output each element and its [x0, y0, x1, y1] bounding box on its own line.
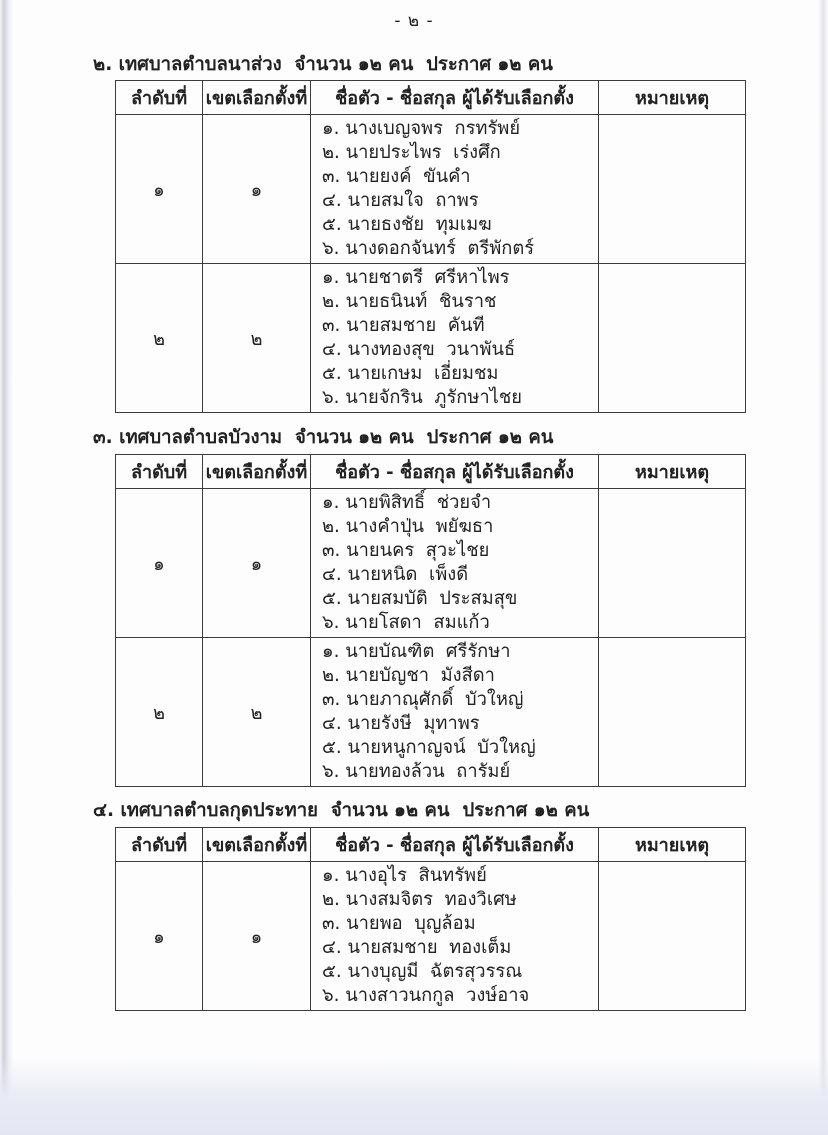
section-heading: ๒. เทศบาลตำบลนาส่วง จำนวน ๑๒ คน ประกาศ ๑๒ คน — [93, 54, 553, 75]
district-cell: ๑ — [203, 115, 311, 264]
table-header-row — [116, 81, 746, 115]
order-cell: ๑ — [116, 862, 203, 1011]
table-row — [116, 115, 746, 264]
elected-person: ๒. นายธนินท์ ชินราช — [322, 291, 497, 312]
elected-person: ๒. นางสมจิตร ทองวิเศษ — [322, 889, 517, 910]
elected-person: ๑. นางอุไร สินทรัพย์ — [322, 865, 487, 886]
table-header-row — [116, 828, 746, 862]
col-header-note: หมายเหตุ — [599, 81, 746, 115]
elected-person: ๕. นายหนูกาญจน์ บัวใหญ่ — [322, 737, 536, 758]
note-cell — [599, 264, 746, 413]
elected-person: ๖. นางสาวนกกูล วงษ์อาจ — [322, 985, 530, 1006]
section-kutprathai — [93, 798, 753, 1011]
election-results-table — [115, 827, 746, 1011]
col-header-note: หมายเหตุ — [599, 455, 746, 489]
table-header-row — [116, 455, 746, 489]
section-nasuang — [93, 52, 753, 413]
col-header-order: ลำดับที่ — [116, 81, 203, 115]
order-cell: ๒ — [116, 264, 203, 413]
page-number: - ๒ - — [394, 11, 434, 31]
elected-person: ๕. นายเกษม เอี่ยมชม — [322, 363, 499, 384]
elected-person: ๔. นายสมใจ ถาพร — [322, 190, 479, 211]
elected-person: ๓. นายนคร สุวะไชย — [322, 540, 490, 561]
election-results-table — [115, 454, 746, 787]
col-header-district: เขตเลือกตั้งที่ — [203, 81, 311, 115]
elected-person: ๓. นายสมชาย คันที — [322, 315, 485, 336]
district-cell: ๒ — [203, 264, 311, 413]
names-cell — [311, 489, 599, 638]
col-header-note: หมายเหตุ — [599, 828, 746, 862]
col-header-names: ชื่อตัว - ชื่อสกุล ผู้ได้รับเลือกตั้ง — [311, 455, 599, 489]
elected-person: ๓. นายภาณุศักดิ์ บัวใหญ่ — [322, 689, 524, 710]
elected-person: ๑. นางเบญจพร กรทรัพย์ — [322, 118, 521, 139]
elected-person: ๒. นายบัญชา มังสีดา — [322, 665, 495, 686]
election-results-table — [115, 80, 746, 413]
order-cell: ๑ — [116, 489, 203, 638]
names-cell — [311, 264, 599, 413]
photo-bottom-shadow — [0, 1057, 828, 1135]
col-header-names: ชื่อตัว - ชื่อสกุล ผู้ได้รับเลือกตั้ง — [311, 81, 599, 115]
elected-person: ๕. นายสมบัติ ประสมสุข — [322, 588, 518, 609]
table-row — [116, 638, 746, 787]
elected-person: ๕. นายธงชัย ทุมเมฆ — [322, 214, 492, 235]
elected-person: ๔. นายสมชาย ทองเต็ม — [322, 937, 512, 958]
elected-person: ๑. นายพิสิทธิ์ ช่วยจำ — [322, 492, 492, 513]
elected-person: ๒. นายประไพร เร่งศึก — [322, 142, 501, 163]
elected-person: ๖. นางดอกจันทร์ ตรีพักตร์ — [322, 238, 535, 259]
elected-person: ๖. นายทองล้วน ถารัมย์ — [322, 761, 511, 782]
order-cell: ๒ — [116, 638, 203, 787]
elected-person: ๔. นายรังษี มุทาพร — [322, 713, 480, 734]
elected-person: ๒. นางคำปุ่น พยัฆธา — [322, 516, 494, 537]
district-cell: ๒ — [203, 638, 311, 787]
order-cell: ๑ — [116, 115, 203, 264]
section-heading: ๔. เทศบาลตำบลกุดประทาย จำนวน ๑๒ คน ประกาศ ๑๒ คน — [93, 800, 590, 821]
col-header-names: ชื่อตัว - ชื่อสกุล ผู้ได้รับเลือกตั้ง — [311, 828, 599, 862]
photo-edge-left — [0, 0, 14, 1135]
elected-person: ๑. นายชาตรี ศรีหาไพร — [322, 267, 510, 288]
elected-person: ๖. นายจักริน ภูรักษาไชย — [322, 387, 522, 408]
note-cell — [599, 638, 746, 787]
note-cell — [599, 489, 746, 638]
elected-person: ๖. นายโสดา สมแก้ว — [322, 612, 490, 633]
note-cell — [599, 115, 746, 264]
note-cell — [599, 862, 746, 1011]
elected-person: ๔. นายหนิด เพ็งดี — [322, 564, 469, 585]
elected-person: ๓. นายยงค์ ขันคำ — [322, 166, 471, 187]
names-cell — [311, 115, 599, 264]
col-header-district: เขตเลือกตั้งที่ — [203, 455, 311, 489]
col-header-district: เขตเลือกตั้งที่ — [203, 828, 311, 862]
elected-person: ๑. นายบัณฑิต ศรีรักษา — [322, 641, 511, 662]
section-buangam — [93, 425, 753, 787]
table-row — [116, 489, 746, 638]
section-heading: ๓. เทศบาลตำบลบัวงาม จำนวน ๑๒ คน ประกาศ ๑๒ คน — [93, 427, 554, 448]
district-cell: ๑ — [203, 489, 311, 638]
elected-person: ๔. นางทองสุข วนาพันธ์ — [322, 339, 516, 360]
district-cell: ๑ — [203, 862, 311, 1011]
table-row — [116, 862, 746, 1011]
elected-person: ๓. นายพอ บุญล้อม — [322, 913, 476, 934]
photo-edge-right — [818, 0, 828, 1135]
elected-person: ๕. นางบุญมี ฉัตรสุวรรณ — [322, 961, 523, 982]
col-header-order: ลำดับที่ — [116, 828, 203, 862]
col-header-order: ลำดับที่ — [116, 455, 203, 489]
names-cell — [311, 862, 599, 1011]
names-cell — [311, 638, 599, 787]
table-row — [116, 264, 746, 413]
document-body — [93, 52, 753, 1011]
